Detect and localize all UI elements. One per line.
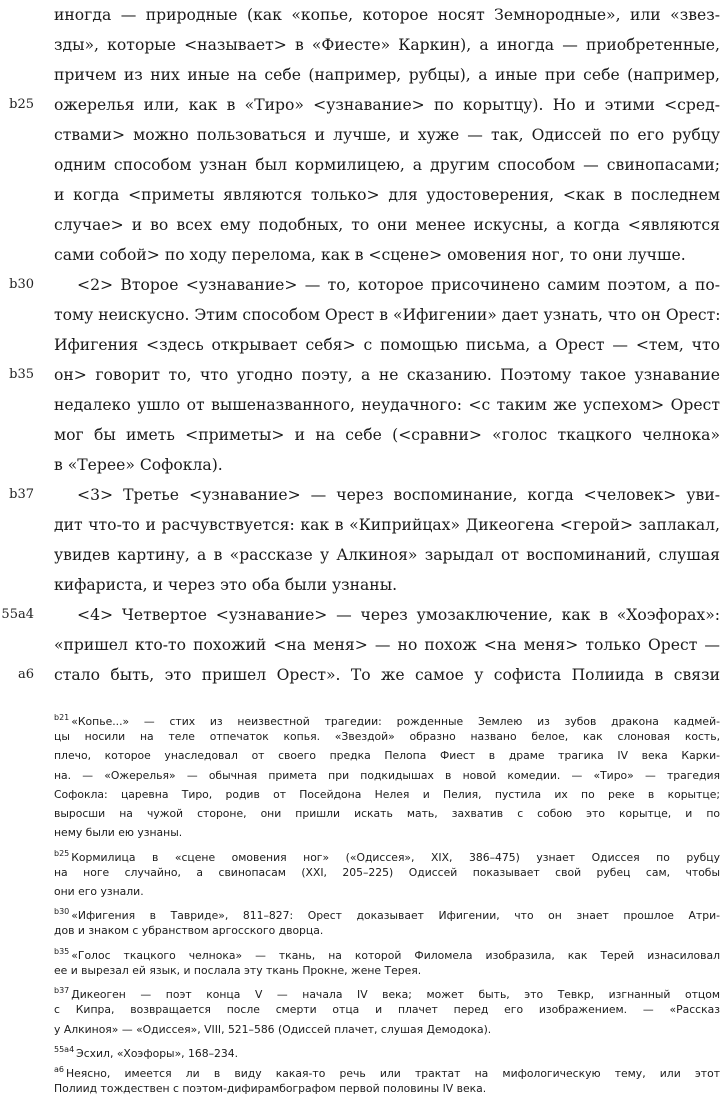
main-line: кифариста, и через это оба были узнаны. [54, 576, 398, 594]
margin-reference: b30 [9, 277, 34, 292]
footnote-ref: b25 [54, 848, 70, 858]
main-line: <2> Второе <узнавание> — то, которое присочинено самим поэтом, а по- [77, 276, 720, 294]
main-line: ожерелья или, как в «Тиро» <узнавание> по корытцу). Но и этими <сред- [54, 96, 720, 114]
footnote: $^{a6}$ Неясно, имеется ли в виду какая-то речь или трактат на мифологическую тему, или этот Полиид тождествен с поэтом-дифирамбографом первой половины IV века. [54, 1064, 720, 1096]
main-line: дит что-то и расчувствуется: как в «Киприйцах» Дикеогена <герой> заплакал, [54, 516, 720, 534]
footnote-ref: 55a4 [54, 1044, 75, 1054]
main-line: мог бы иметь <приметы> и на себе (<сравни> «голос ткацкого челнока» [54, 426, 720, 444]
main-line: и когда <приметы являются только> для удостоверения, <как в последнем [54, 186, 720, 204]
main-line: стало быть, это пришел Орест». То же самое у софиста Полиида в связи [54, 666, 720, 684]
footnote: $^{b35}$ «Голос ткацкого челнока» — ткань, на которой Филомела изобразила, как Терей изнасиловал ее и вырезал ей язык, и послала эту ткань Прокне, жене Терея. [54, 946, 720, 977]
footnote-ref: a6 [54, 1064, 64, 1074]
margin-reference: a6 [17, 667, 34, 682]
main-line: он> говорит то, что угодно поэту, а не сказанию. Поэтому такое узнавание [54, 366, 720, 384]
main-line: тому неискусно. Этим способом Орест в «Ифигении» дает узнать, что он Орест: [54, 306, 721, 324]
main-line: недалеко ушло от вышеназванного, неудачного: <с таким же успехом> Орест [54, 396, 720, 414]
main-line: <3> Третье <узнавание> — через воспоминание, когда <человек> уви- [77, 486, 720, 504]
margin-reference: 55a4 [1, 607, 34, 622]
margin-reference: b35 [9, 367, 34, 382]
main-line: «пришел кто-то похожий <на меня> — но похож <на меня> только Орест — [54, 636, 720, 654]
footnote: $^{b25}$ Кормилица в «сцене омовения ног» («Одиссея», XIX, 386–475) узнает Одиссея по рубцу на ноге случайно, а свинопасам (XXI, 205–225) Одиссей показывает свой рубец сам, чтобы они его узнали. [54, 848, 720, 898]
main-line: ствами> можно пользоваться и лучше, и хуже — так, Одиссей по его рубцу [54, 126, 720, 144]
footnote-ref: b30 [54, 907, 70, 917]
footnote: $^{b30}$ «Ифигения в Тавриде», 811–827: Орест доказывает Ифигении, что он знает прошлое Атри- дов и знаком с убранством аргосского дворца. [54, 907, 720, 938]
main-line: увидев картину, а в «рассказе у Алкиноя» зарыдал от воспоминаний, слушая [54, 546, 720, 564]
main-line: иногда — природные (как «копье, которое носят Земнородные», или «звез- [54, 6, 720, 24]
main-line: случае> и во всех ему подобных, то они менее искусны, а когда <являются [54, 216, 720, 234]
footnote: $^{55a4}$ Эсхил, «Хоэфоры», 168–234. [54, 1044, 239, 1060]
footnote-ref: b21 [54, 713, 70, 722]
main-line: сами собой> по ходу перелома, как в <сцене> омовения ног, то они лучше. [54, 246, 686, 264]
margin-reference: b37 [9, 487, 34, 502]
main-line: причем из них иные на себе (например, рубцы), а иные при себе (например, [54, 66, 720, 84]
main-line: зды», которые <называет> в «Фиесте» Каркин), а иногда — приобретенные, [54, 36, 720, 54]
footnote: $^{b21}$ «Копье...» — стих из неизвестной трагедии: рожденные Землею из зубов дракона кадмей- цы носили на теле отпечаток копья. «Звездой» образно названо белое, как слоновая кость, плечо, которое унаследовал от своего предка Пелопа Фиест в драме трагика IV века Карки- на. — «Ожерелья» — обычная примета при подкидышах в новой комедии. — «Тиро» — трагедия Софокла: царевна Тиро, родив от Посейдона Нелея и Пелия, пустила их по реке в корытце; выросши на чужой стороне, они пришли искать мать, захватив с собою это корытце, и по нему были ею узнаны. [54, 713, 720, 840]
footnote: $^{b37}$ Дикеоген — поэт конца V — начала IV века; может быть, это Тевкр, изгнанный отцом с Кипра, возвращается после смерти отца и плачет перед его изображением. — «Рассказ у Алкиноя» — «Одиссея», VIII, 521–586 (Одиссей плачет, слушая Демодока). [54, 986, 720, 1036]
main-line: одним способом узнан был кормилицею, а другим способом — свинопасами; [54, 156, 720, 174]
margin-reference: b25 [9, 97, 34, 112]
footnote-ref: b35 [54, 946, 70, 956]
main-line: в «Терее» Софокла). [54, 456, 223, 474]
main-line: Ифигения <здесь открывает себя> с помощью письма, а Орест — <тем, что [54, 336, 720, 354]
footnote-ref: b37 [54, 986, 70, 996]
main-line: <4> Четвертое <узнавание> — через умозаключение, как в «Хоэфорах»: [77, 606, 720, 624]
